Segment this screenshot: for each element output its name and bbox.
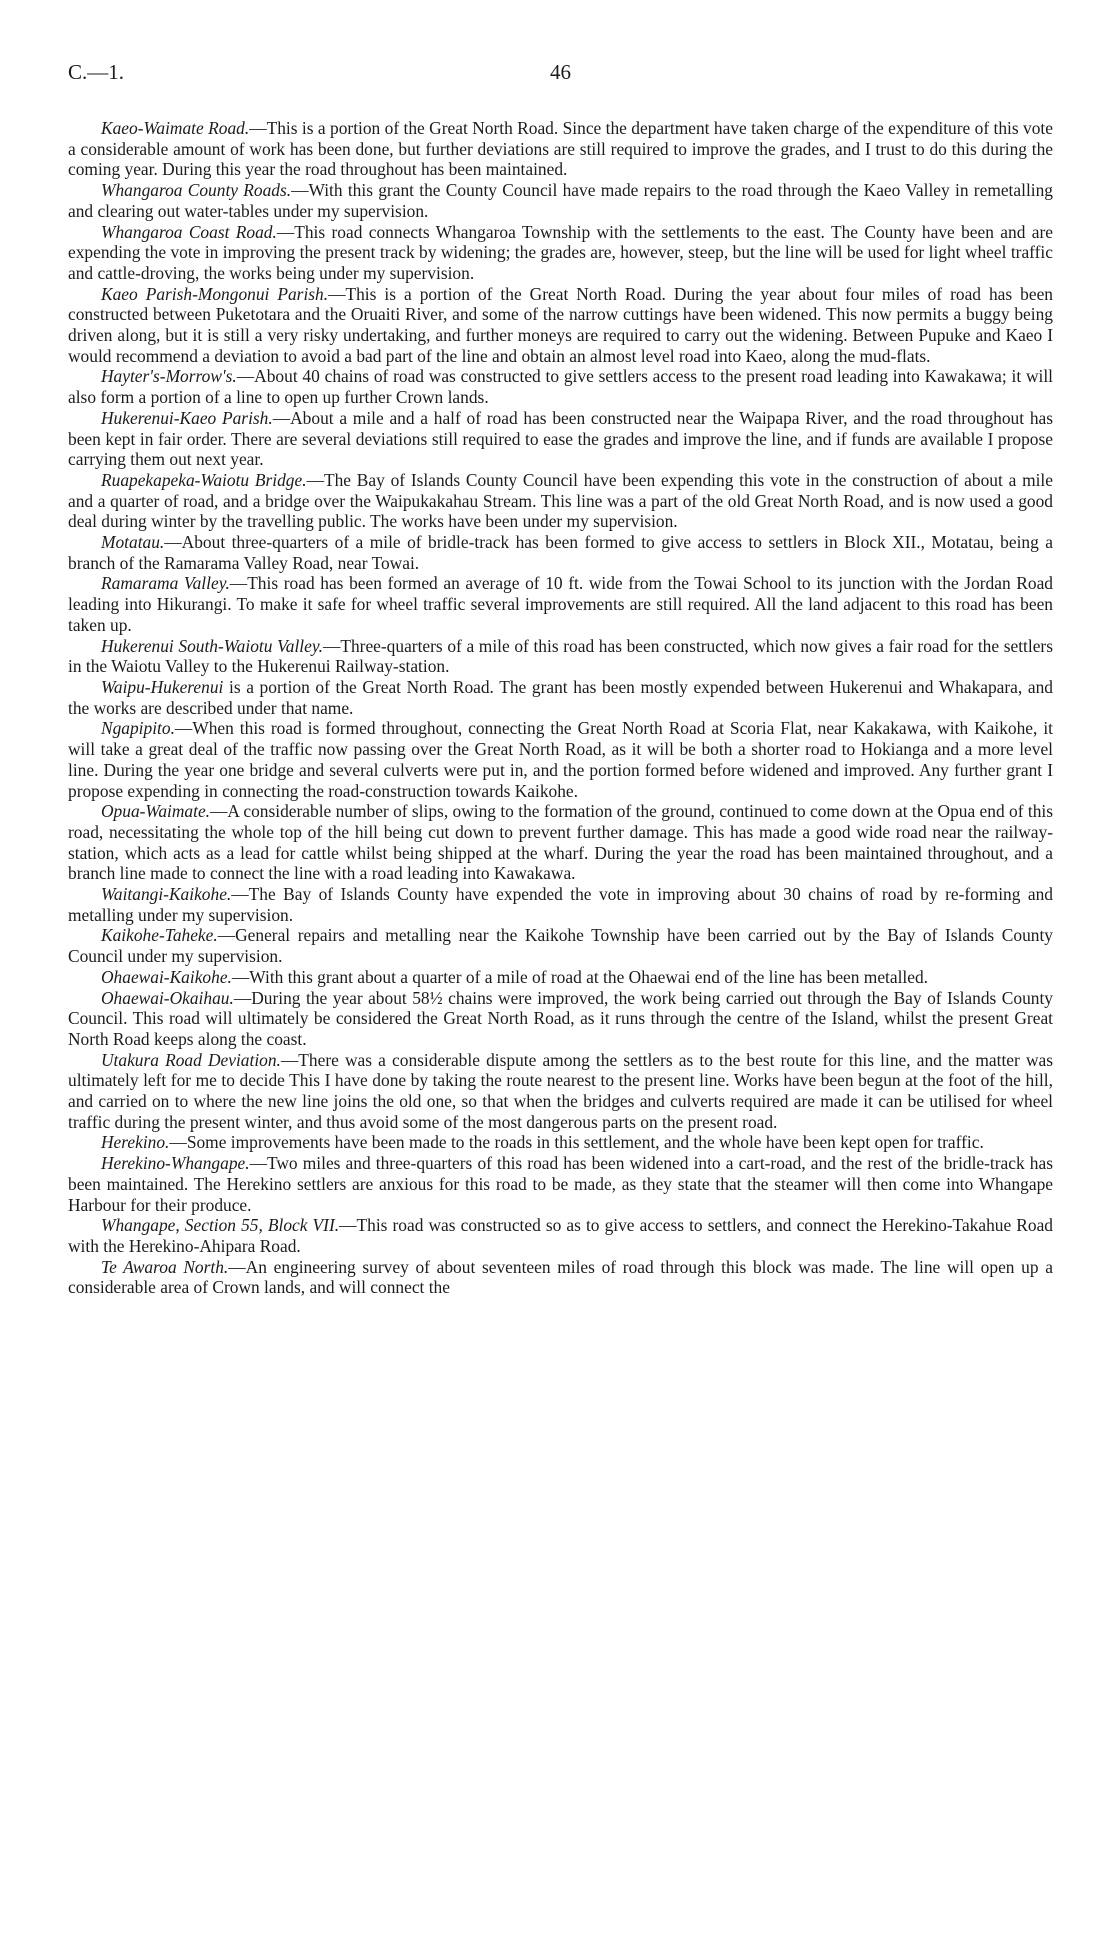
paragraph-title: Kaeo Parish-Mongonui Parish. bbox=[101, 283, 329, 304]
paragraph-text: —A considerable number of slips, owing to the formation of the ground, continued to come down at the Opua end of this road, necessitating the whole top of the hill being cut down to prevent further damage. This has made a good wide road near the railway-station, which acts as a lead for cattle whilst being shipped at the wharf. During the year the road has been maintained throughout, and a branch line made to connect the line with a road leading into Kawakawa. bbox=[68, 801, 1053, 884]
paragraph-herekino-whangape bbox=[68, 1153, 1053, 1215]
paragraph-ramarama-valley bbox=[68, 573, 1053, 635]
paragraph-title: Herekino-Whangape. bbox=[101, 1153, 250, 1174]
paragraph-ohaewai-okaihau bbox=[68, 988, 1053, 1050]
paragraph-utakura-deviation bbox=[68, 1050, 1053, 1133]
paragraph-text: —This road was constructed so as to give access to settlers, and connect the Herekino-Takahue Road with the Herekino-Ahipara Road. bbox=[68, 1215, 1053, 1256]
paragraph-text: —An engineering survey of about seventeen miles of road through this block was made. The line will open up a considerable area of Crown lands, and will connect the bbox=[68, 1256, 1053, 1298]
paragraph-title: Waipu-Hukerenui bbox=[101, 676, 224, 697]
paragraph-title: Te Awaroa North. bbox=[101, 1256, 229, 1277]
paragraph-herekino bbox=[68, 1132, 1053, 1153]
paragraph-title: Herekino. bbox=[101, 1132, 170, 1153]
paragraph-text: —This is a portion of the Great North Road. During the year about four miles of road has been constructed between Puketotara and the Oruaiti River, and some of the narrow cuttings have been widened. This now permits a buggy being driven along, but it is still a very risky undertaking, and further moneys are required to carry out the widening. Between Pupuke and Kaeo I would recommend a deviation to avoid a bad part of the line and obtain an almost level road into Kaeo, along the mud-flats. bbox=[68, 283, 1053, 366]
paragraph-kaikohe-taheke bbox=[68, 925, 1053, 966]
paragraph-whangaroa-coast bbox=[68, 222, 1053, 284]
paragraph-text: —Three-quarters of a mile of this road has been constructed, which now gives a fair road for the settlers in the Waiotu Valley to the Hukerenui Railway-station. bbox=[68, 635, 1053, 677]
paragraph-title: Ohaewai-Kaikohe. bbox=[101, 966, 232, 987]
paragraph-text: is a portion of the Great North Road. The grant has been mostly expended between Hukerenui and Whakapara, and the works are described under that name. bbox=[68, 676, 1053, 718]
paragraph-title: Ruapekapeka-Waiotu Bridge. bbox=[101, 469, 307, 490]
paragraph-title: Kaikohe-Taheke. bbox=[101, 925, 218, 946]
paragraph-title: Ngapipito. bbox=[101, 718, 175, 739]
paragraph-title: Whangaroa Coast Road. bbox=[101, 221, 277, 242]
paragraph-text: —About a mile and a half of road has been constructed near the Waipapa River, and the road throughout has been kept in fair order. There are several deviations still required to ease the grades and improve the line, and if funds are available I propose carrying them out next year. bbox=[68, 407, 1053, 470]
paragraph-title: Waitangi-Kaikohe. bbox=[101, 884, 232, 905]
paragraph-ngapipito bbox=[68, 718, 1053, 801]
page-body bbox=[68, 118, 1053, 1298]
paragraph-text: —The Bay of Islands County have expended the vote in improving about 30 chains of road by re-forming and metalling under my supervision. bbox=[68, 884, 1053, 925]
paragraph-title: Hukerenui-Kaeo Parish. bbox=[101, 407, 273, 428]
paragraph-text: —With this grant the County Council have made repairs to the road through the Kaeo Valley in remetalling and clearing out water-tables under my supervision. bbox=[68, 180, 1053, 221]
paragraph-kaeo-waimate bbox=[68, 118, 1053, 180]
paragraph-text: —Two miles and three-quarters of this road has been widened into a cart-road, and the rest of the bridle-track has been maintained. The Herekino settlers are anxious for this road to be made, as they state that the steamer will then come into Whangape Harbour for their produce. bbox=[68, 1153, 1053, 1215]
paragraph-title: Whangape, Section 55, Block VII. bbox=[101, 1215, 340, 1236]
paragraph-hukerenui-south bbox=[68, 636, 1053, 677]
paragraph-title: Kaeo-Waimate Road. bbox=[101, 118, 250, 138]
paragraph-hayters-morrows bbox=[68, 366, 1053, 407]
paragraph-text: —The Bay of Islands County Council have been expending this vote in the construction of about a mile and a quarter of road, and a bridge over the Waipukakahau Stream. This line was a part of the old Great North Road, and is now used a good deal during winter by the travelling public. The works have been under my supervision. bbox=[68, 469, 1053, 532]
paragraph-text: —Some improvements have been made to the roads in this settlement, and the whole have been kept open for traffic. bbox=[169, 1132, 984, 1153]
paragraph-text: —This is a portion of the Great North Road. Since the department have taken charge of the expenditure of this vote a considerable amount of work has been done, but further deviations are still required to improve the grades, and I trust to do this during the coming year. During this year the road throughout has been maintained. bbox=[68, 118, 1053, 180]
paragraph-whangaroa-county bbox=[68, 180, 1053, 221]
paragraph-text: —This road connects Whangaroa Township with the settlements to the east. The County have been and are expending the vote in improving the present track by widening; the grades are, however, steep, but the line will be used for light wheel traffic and cattle-droving, the works being under my supervision. bbox=[68, 221, 1053, 283]
paragraph-whangape-section bbox=[68, 1215, 1053, 1256]
paragraph-ruapekapeka-waiotu bbox=[68, 470, 1053, 532]
paragraph-text: —General repairs and metalling near the Kaikohe Township have been carried out by the Bay of Islands County Council under my supervision. bbox=[68, 925, 1053, 967]
paragraph-text: —About three-quarters of a mile of bridle-track has been formed to give access to settlers in Block XII., Motatau, being a branch of the Ramarama Valley Road, near Towai. bbox=[68, 532, 1053, 573]
paragraph-kaeo-mongonui bbox=[68, 284, 1053, 367]
paragraph-title: Ohaewai-Okaihau. bbox=[101, 987, 234, 1008]
paragraph-text: —There was a considerable dispute among the settlers as to the best route for this line, and the matter was ultimately left for me to decide This I have done by taking the route nearest to the present line. Works have been begun at the foot of the hill, and carried on to where the new line joins the old one, so that when the bridges and culverts required are made it can be utilised for wheel traffic during the present winter, and thus avoid some of the most dangerous parts on the present road. bbox=[68, 1049, 1054, 1132]
paragraph-hukerenui-kaeo bbox=[68, 408, 1053, 470]
paragraph-ohaewai-kaikohe bbox=[68, 967, 1053, 988]
paragraph-title: Hukerenui South-Waiotu Valley. bbox=[101, 635, 323, 656]
paragraph-waitangi-kaikohe bbox=[68, 884, 1053, 925]
paragraph-waipu-hukerenui bbox=[68, 677, 1053, 718]
report-reference: C.—1. bbox=[68, 60, 125, 84]
paragraph-text: —During the year about 58½ chains were improved, the work being carried out through the Bay of Islands County Council. This road will ultimately be considered the Great North Road, as it runs through the centre of the Island, whilst the present Great North Road keeps along the coast. bbox=[68, 987, 1053, 1049]
paragraph-title: Opua-Waimate. bbox=[101, 801, 211, 822]
paragraph-title: Utakura Road Deviation. bbox=[101, 1049, 281, 1070]
paragraph-text: —When this road is formed throughout, connecting the Great North Road at Scoria Flat, near Kakakawa, with Kaikohe, it will take a great deal of the traffic now passing over the Great North Road, as it will be both a shorter road to Hokianga and a more level line. During the year one bridge and several culverts were put in, and the portion formed before widened and improved. Any further grant I propose expending in connecting the road-construction towards Kaikohe. bbox=[68, 718, 1053, 801]
paragraph-te-awaroa-north bbox=[68, 1257, 1053, 1298]
paragraph-text: —This road has been formed an average of 10 ft. wide from the Towai School to its junction with the Jordan Road leading into Hikurangi. To make it safe for wheel traffic several improvements are still required. All the land adjacent to this road has been taken up. bbox=[68, 573, 1053, 635]
paragraph-title: Hayter's-Morrow's. bbox=[101, 366, 237, 387]
page-header bbox=[68, 60, 1053, 94]
paragraph-text: —About 40 chains of road was constructed to give settlers access to the present road leading into Kawakawa; it will also form a portion of a line to open up further Crown lands. bbox=[68, 366, 1053, 408]
paragraph-title: Motatau. bbox=[101, 532, 165, 553]
paragraph-title: Ramarama Valley. bbox=[101, 573, 230, 594]
paragraph-title: Whangaroa County Roads. bbox=[101, 180, 292, 201]
page-number: 46 bbox=[550, 60, 571, 84]
paragraph-motatau bbox=[68, 532, 1053, 573]
paragraph-text: —With this grant about a quarter of a mile of road at the Ohaewai end of the line has been metalled. bbox=[231, 966, 929, 987]
paragraph-opua-waimate bbox=[68, 801, 1053, 884]
